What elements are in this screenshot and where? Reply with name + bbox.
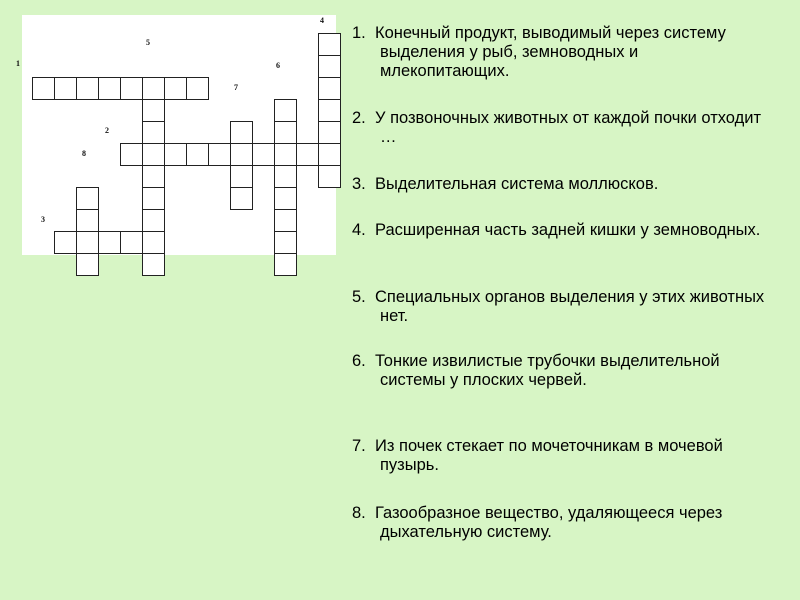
clue-text: Выделительная система моллюсков.: [375, 175, 659, 193]
clue-text: У позвоночных животных от каждой почки отходит …: [375, 109, 762, 146]
clue-number: 8.: [352, 504, 366, 522]
crossword-cell: [318, 99, 341, 122]
crossword-cell: [318, 165, 341, 188]
crossword-cell: [274, 231, 297, 254]
clue-item-4: [352, 221, 772, 240]
clue-text: Конечный продукт, выводимый через систему выделения у рыб, земноводных и млекопитающих.: [375, 24, 726, 80]
crossword-cell: [274, 253, 297, 276]
crossword-cell: [98, 231, 121, 254]
clue-number: 7.: [352, 437, 366, 455]
crossword-cell: [120, 143, 143, 166]
crossword-cell: [76, 77, 99, 100]
crossword-cell: [54, 231, 77, 254]
clue-text: Из почек стекает по мочеточникам в мочевой пузырь.: [375, 437, 723, 474]
clue-number: 6.: [352, 352, 366, 370]
crossword-cell: [274, 143, 297, 166]
crossword-cell: [318, 143, 341, 166]
clue-number: 5.: [352, 288, 366, 306]
crossword-cell: [186, 143, 209, 166]
crossword-cell: [274, 209, 297, 232]
crossword-label-6: 6: [276, 61, 280, 70]
crossword-cell: [142, 99, 165, 122]
clue-item-3: [352, 175, 772, 194]
clue-item-1: [352, 24, 772, 81]
crossword-cell: [164, 77, 187, 100]
crossword-cell: [76, 209, 99, 232]
crossword-cell: [76, 253, 99, 276]
clue-text: Тонкие извилистые трубочки выделительной системы у плоских червей.: [375, 352, 720, 389]
crossword-cell: [54, 77, 77, 100]
crossword-label-5: 5: [146, 38, 150, 47]
crossword-cell: [274, 99, 297, 122]
crossword-cell: [318, 121, 341, 144]
crossword-cell: [142, 121, 165, 144]
clue-item-6: [352, 352, 772, 390]
crossword-cell: [230, 187, 253, 210]
crossword-cell: [274, 121, 297, 144]
clue-text: Специальных органов выделения у этих животных нет.: [375, 288, 765, 325]
clue-text: Расширенная часть задней кишки у земноводных.: [375, 221, 761, 239]
crossword-label-4: 4: [320, 16, 324, 25]
crossword-cell: [120, 77, 143, 100]
crossword-cell: [318, 55, 341, 78]
crossword-cell: [230, 121, 253, 144]
crossword-label-2: 2: [105, 126, 109, 135]
crossword-cell: [318, 77, 341, 100]
crossword-cell: [142, 187, 165, 210]
crossword-cell: [252, 143, 275, 166]
clue-number: 3.: [352, 175, 366, 193]
crossword-cell: [274, 187, 297, 210]
crossword-label-3: 3: [41, 215, 45, 224]
clue-text: Газообразное вещество, удаляющееся через дыхательную систему.: [375, 504, 723, 541]
clue-number: 1.: [352, 24, 366, 42]
crossword-grid: [16, 15, 336, 255]
clue-item-5: [352, 288, 772, 326]
crossword-cell: [142, 165, 165, 188]
crossword-cell: [32, 77, 55, 100]
crossword-cell: [230, 143, 253, 166]
crossword-cell: [76, 187, 99, 210]
crossword-label-7: 7: [234, 83, 238, 92]
crossword-cell: [98, 77, 121, 100]
crossword-cell: [142, 143, 165, 166]
crossword-cell: [142, 209, 165, 232]
crossword-cell: [76, 231, 99, 254]
crossword-cell: [164, 143, 187, 166]
crossword-cell: [120, 231, 143, 254]
crossword-cell: [230, 165, 253, 188]
crossword-label-1: 1: [16, 59, 20, 68]
crossword-cell: [208, 143, 231, 166]
clue-number: 2.: [352, 109, 366, 127]
clue-item-2: [352, 109, 772, 147]
crossword-cell: [186, 77, 209, 100]
clue-item-7: [352, 437, 772, 475]
crossword-cell: [296, 143, 319, 166]
clue-item-8: [352, 504, 772, 542]
crossword-cell: [142, 77, 165, 100]
crossword-cell: [274, 165, 297, 188]
crossword-cell: [142, 231, 165, 254]
crossword-cell: [318, 33, 341, 56]
crossword-label-8: 8: [82, 149, 86, 158]
clue-number: 4.: [352, 221, 366, 239]
crossword-cell: [142, 253, 165, 276]
